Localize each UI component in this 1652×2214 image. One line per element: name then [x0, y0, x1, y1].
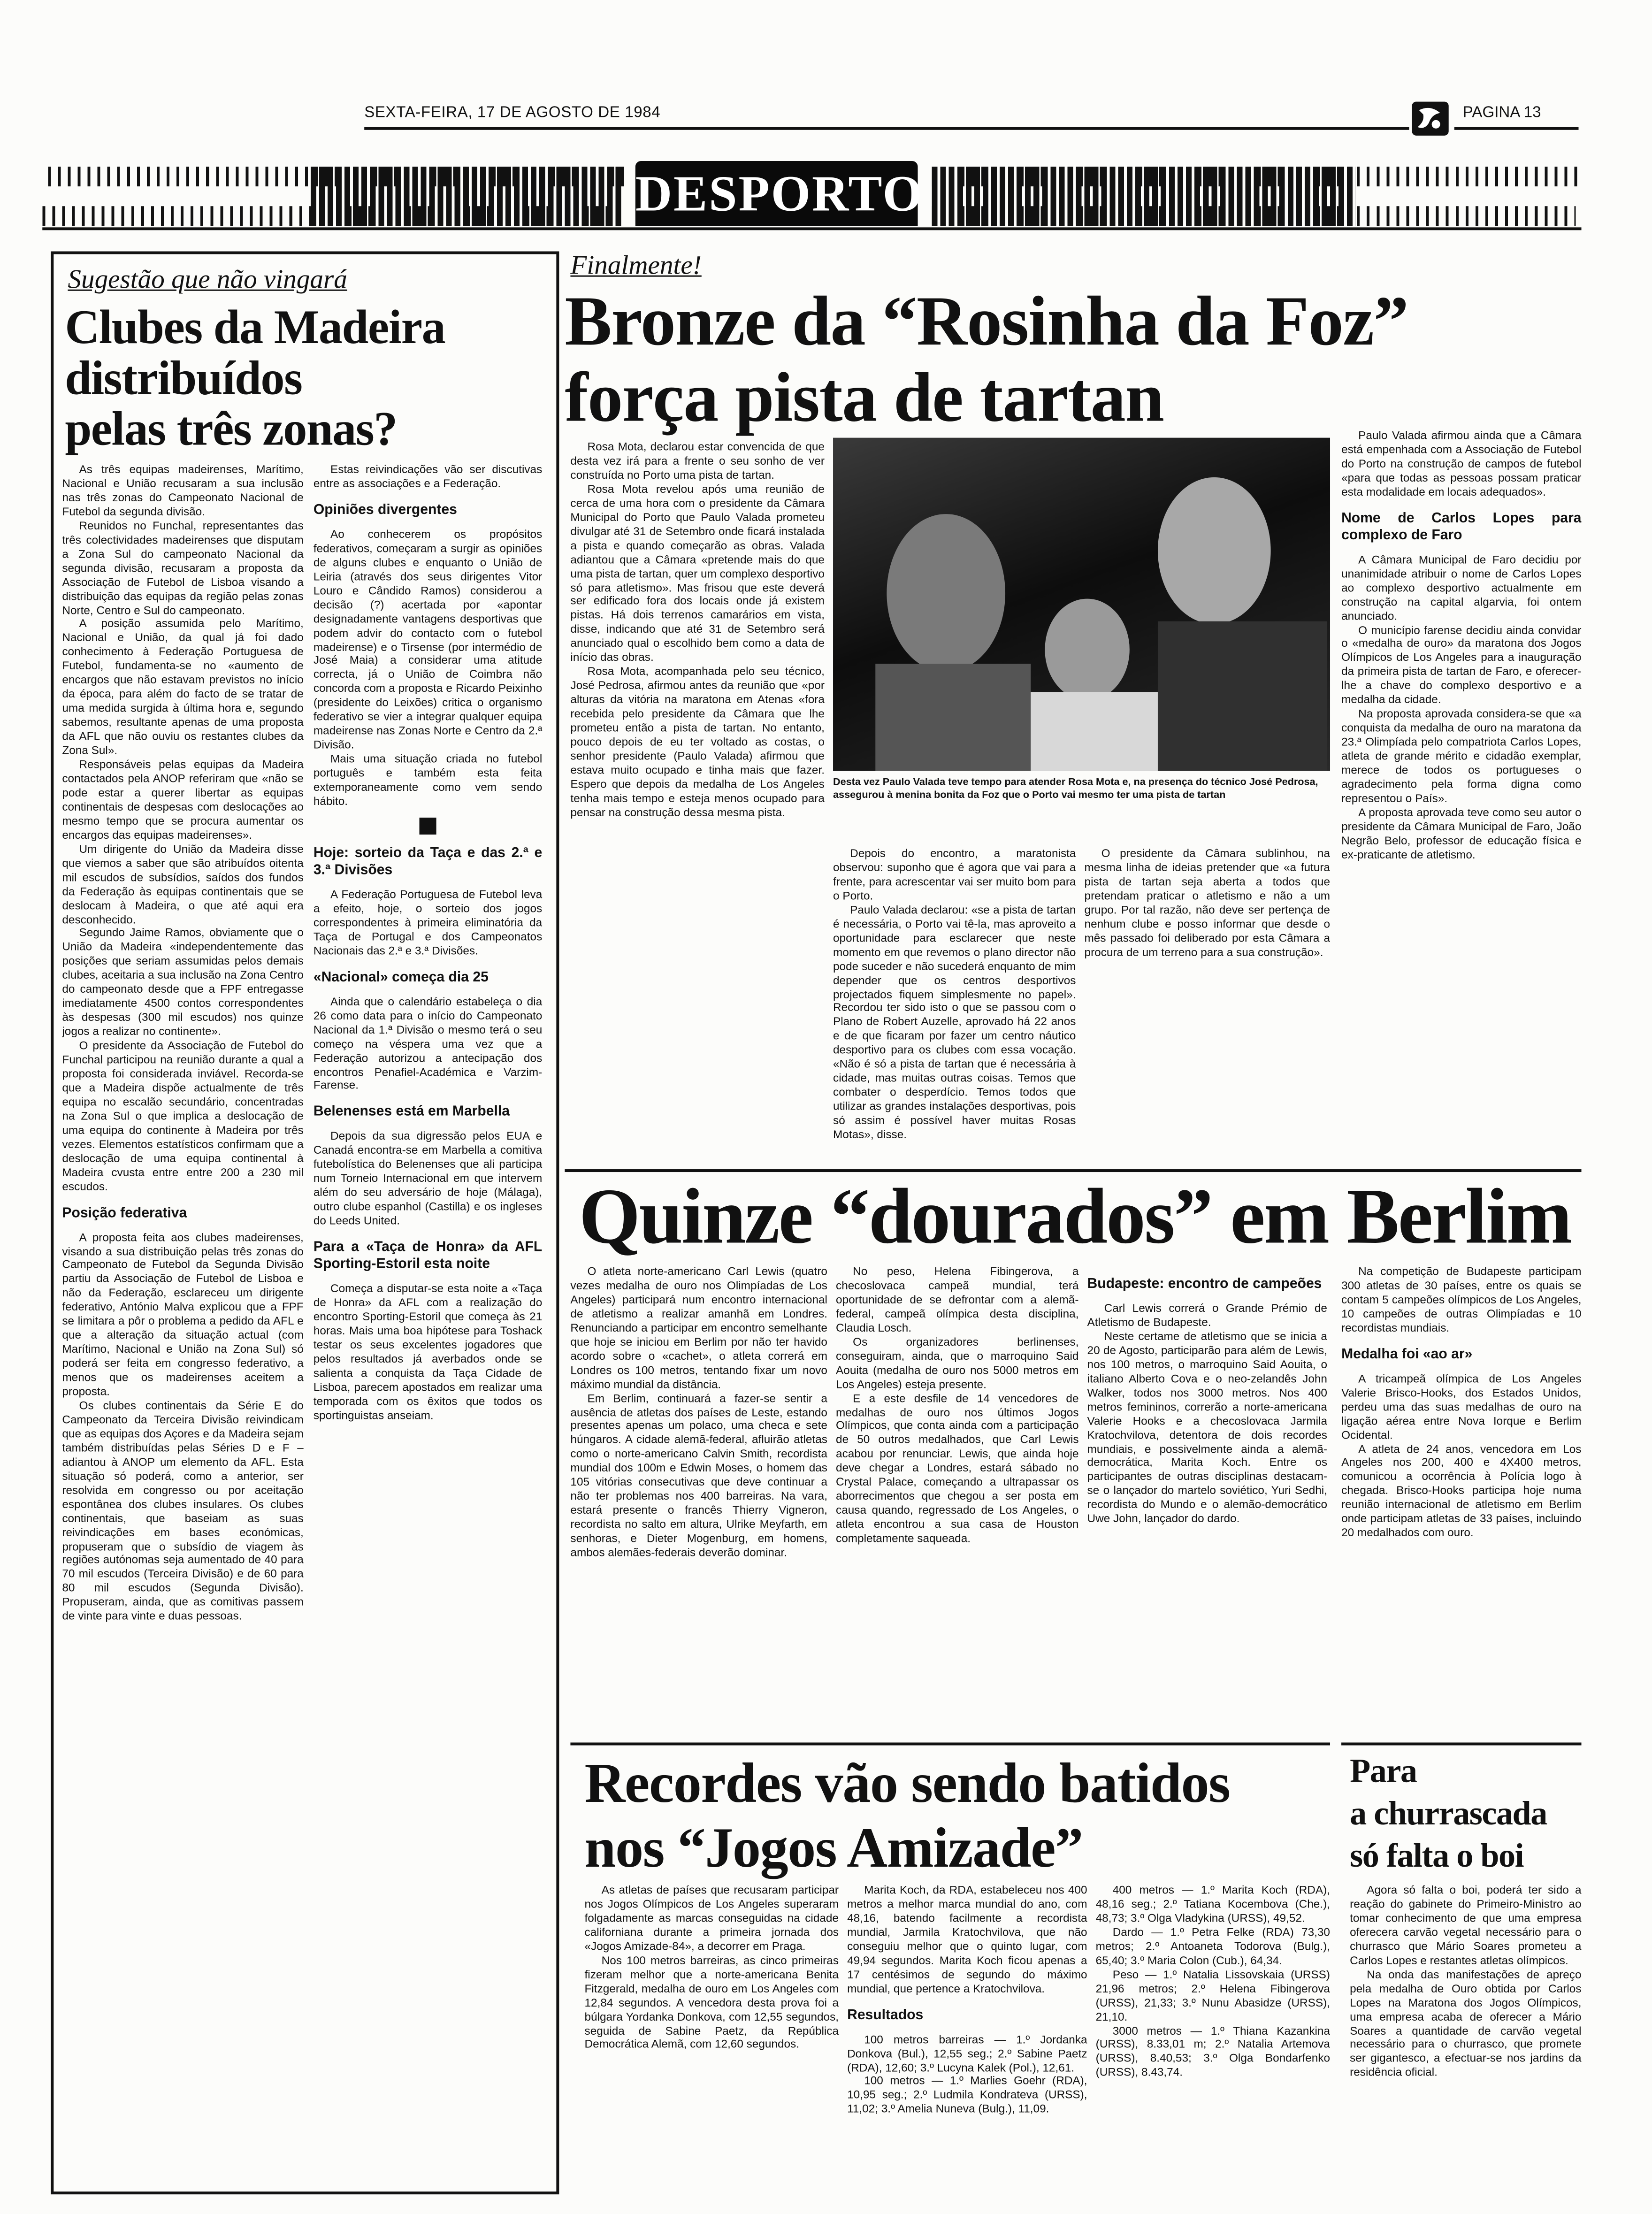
banner-hatch-right-top [932, 167, 1582, 186]
berlim-subhead-medalha: Medalha foi «ao ar» [1341, 1347, 1473, 1363]
rosa-column-1: Rosa Mota, declarou estar convencida de que desta vez irá para a frente o seu sonho de ver construída no Porto uma pista de tartan. Rosa Mota revelou após uma reunião de cerca de uma hora com o presidente da Câmara Municipal do Porto que Paulo Valada prometeu divulgar até 31 de Setembro onde ficará instalada a pista e quando começarão as obras. Valada adiantou que a Câmara «pretende mais do que uma pista de tartan, quer um complexo desportivo só para atletismo». Mas frisou que este deverá ser edificado fora dos locais onde já existem pistas. Há dois terrenos camarários em vista, disse, indicando que até 31 de Setembro será anunciado qual o escolhido bem como a data de início das obras. Rosa Mota, acompanhada pelo seu técnico, José Pedrosa, afirmou antes da reunião que «por alturas da vitória na maratona em Atenas «fora recebida pelo presidente da Câmara que lhe prometeu então a pista de tartan. No entanto, pouco depois de eu ter voltado as costas, o senhor presidente (Paulo Valada) afirmou que estava muito ocupado e tinha mais que fazer. Espero que depois da medalha de Los Angeles tenha mais tempo e esteja menos ocupado para pensar na construção dessa mesma pista. [570, 440, 825, 819]
brief-taca-title: Hoje: sorteio da Taça e das 2.ª e 3.ª Divisões [313, 845, 543, 879]
amizade-column-1: As atletas de países que recusaram participar nos Jogos Olímpicos de Los Angeles superaram folgadamente as marcas conseguidas na cidade californiana durante a primeira jornada dos «Jogos Amizade-84», a decorrer em Praga. Nos 100 metros barreiras, as cinco primeiras fizeram melhor que a norte-americana Benita Fitzgerald, medalha de ouro em Los Angeles com 12,84 segundos. A vencedora desta prova foi a búlgara Yordanka Donkova, com 12,55 segundos, seguida de Sabine Paetz, da República Democrática Alemã, com 12,60 segundos. [584, 1884, 839, 2051]
amizade-headline: Recordes vão sendo batidos nos “Jogos Amizade” [584, 1751, 1230, 1880]
rosa-mota-photo [833, 438, 1330, 771]
churrascada-column: Agora só falta o boi, poderá ter sido a reação do gabinete do Primeiro-Ministro ao tomar conhecimento de que uma empresa oferecera carvão vegetal necessário para o churrasco que Mário Soares prometeu a Carlos Lopes e restantes atletas olímpicos. Na onda das manifestações de apreço pela medalha de Ouro obtida por Carlos Lopes na Maratona dos Jogos Olímpicos, uma empresa acaba de oferecer a Mário Soares a quantidade de carvão vegetal necessário para o churrasco, que promete ser gigantesco, a efectuar-se nos jardins da residência oficial. [1350, 1884, 1582, 2079]
amizade-column-3: 400 metros — 1.º Marita Koch (RDA), 48,16 seg.; 2.º Tatiana Kocembova (Che.), 48,73; 3.º Olga Vladykina (URSS), 49,52. Dardo — 1.º Petra Felke (RDA) 73,30 metros; 2.º Antoaneta Todorova (Bulg.), 65,40; 3.º Maria Colon (Cub.), 64,34. Peso — 1.º Natalia Lissovskaia (URSS) 21,96 metros; 2.º Helena Fibingerova (URSS), 21,33; 3.º Nunu Abasidze (URSS), 21,10. 3000 metros — 1.º Thiana Kazankina (URSS), 8.33,01 m; 2.º Natalia Artemova (URSS), 8.40,53; 3.º Olga Bondarfenko (URSS), 8.43,74. [1095, 1884, 1331, 2079]
rosa-subhead-lopes: Nome de Carlos Lopes para complexo de Faro [1341, 511, 1582, 544]
madeira-headline: Clubes da Madeira distribuídos pelas três zonas? [65, 302, 445, 456]
rosa-photo-caption: Desta vez Paulo Valada teve tempo para atender Rosa Mota e, na presença do técnico José Pedrosa, assegurou à menina bonita da Foz que o Porto vai mesmo ter uma pista de tartan [833, 775, 1318, 800]
rosa-column-2: Depois do encontro, a maratonista observou: suponho que é agora que vai para a frente, para acrescentar vai ser muito bom para o Porto. Paulo Valada declarou: «se a pista de tartan é necessária, o Porto vai tê-la, mas aproveito a oportunidade para esclarecer que neste momento em que revemos o plano director não pode suceder e não sucederá enquanto de mim depender que os centros desportivos projectados fiquem simplesmente no papel». Recordou ter sido isto o que se passou com o Plano de Robert Auzelle, aprovado há 22 anos e de que ficaram por fazer um centro náutico desportivo para os clubes com essa vocação. «Não é só a pista de tartan que é necessária à cidade, mas muitas outras coisas. Temos que combater o desperdício. Temos todos que utilizar as grandes instalações desportivas, pois só assim é possível haver muitas Rosas Motas», disse. [833, 847, 1076, 1141]
newspaper-logo-icon [1412, 102, 1449, 136]
berlim-column-1: O atleta norte-americano Carl Lewis (quatro vezes medalha de ouro nos Olimpíadas de Los Angeles) participará num encontro internacional de atletismo a realizar amanhã em Londres. Renunciando a participar em encontro semelhante que hoje se iniciou em Berlim por não ter havido acordo sobre o «cachet», o atleta correrá em Londres os 100 metros, tentando fixar um novo máximo mundial da distância. Em Berlim, continuará a fazer-se sentir a ausência de atletas dos países de Leste, estando presentes apenas um polaco, uma checa e sete húngaros. A cidade alemã-federal, afluirão atletas como o norte-americano Calvin Smith, recordista mundial dos 100m e Edwin Moses, o homem das 105 vitórias consecutivas que deve continuar a não ter problemas nos 400 barreiras. Na vara, estará presente o francês Thierry Vigneron, recordista no salto em altura, Ulrike Meyfarth, em senhoras, e Dieter Mogenburg, em homens, ambos alemães-federais deverão dominar. [570, 1265, 827, 1559]
rosa-headline: Bronze da “Rosinha da Foz” força pista de tartan [565, 281, 1408, 437]
berlim-column-4: Na competição de Budapeste participam 300 atletas de 30 países, entre os quais se contam 5 campeões olímpicos de Los Angeles, 10 campeões de outras Olimpíadas e 10 recordistas mundiais. Medalha foi «ao ar» A tricampeã olímpica de Los Angeles Valerie Brisco-Hooks, dos Estados Unidos, perdeu uma das suas medalhas de ouro na ligação aérea entre Nova Iorque e Berlim Ocidental. A atleta de 24 anos, vencedora em Los Angeles nos 200, 400 e 4X400 metros, comunicou a ocorrência à Polícia logo à chegada. Brisco-Hooks participa hoje numa reunião internacional de atletismo em Berlim onde participam atletas de 33 países, incluindo 20 medalhados com ouro. [1341, 1265, 1582, 1540]
berlim-headline: Quinze “dourados” em Berlim [579, 1173, 1571, 1261]
header-page-number: PAGINA 13 [1462, 104, 1541, 122]
banner-rule [42, 227, 1581, 230]
madeira-subhead-posicao: Posição federativa [62, 1205, 187, 1221]
rosa-column-3: O presidente da Câmara sublinhou, na mesma linha de ideias pretender que «a futura pista de tartan seja aberta a todos que pretendam praticar o atletismo e não a um grupo. Por tal razão, não deve ser pertença de nenhum clube e posso informar que desde o mês passado foi deliberado por esta Câmara a procura de um terreno para a sua construção». [1084, 847, 1331, 958]
berlim-column-2: No peso, Helena Fibingerova, a checoslovaca campeã mundial, terá oportunidade de se defrontar com a alemã-federal, campeã olímpica desta disciplina, Claudia Losch. Os organizadores berlinenses, conseguiram, ainda, que o marroquino Said Aouita (medalha de ouro nos 5000 metros em Los Angeles) esteja presente. E a este desfile de 14 vencedores de medalhas de ouro nos últimos Jogos Olímpicos, que conta ainda com a participação de 50 outros medalhados, que Carl Lewis acabou por renunciar. Lewis, que ainda hoje deve chegar a Londres, estará sábado no Crystal Palace, começando a ultrapassar os aborrecimentos que chegou a ser posta em causa quando, regressado de Los Angeles, o atleta encontrou a sua casa de Houston completamente saqueada. [836, 1265, 1079, 1545]
rosa-column-4: Paulo Valada afirmou ainda que a Câmara está empenhada com a Associação de Futebol do Porto na construção de campos de futebol «para que todas as pessoas possam praticar esta modalidade em locais adequados». Nome de Carlos Lopes para complexo de Faro A Câmara Municipal de Faro decidiu por unanimidade atribuir o nome de Carlos Lopes ao complexo desportivo actualmente em construção na capital algarvia, foi ontem anunciado. O município farense decidiu ainda convidar o «medalha de ouro» da maratona dos Jogos Olímpicos de Los Angeles para a inauguração da primeira pista de tartan de Faro, e oferecer-lhe a chave do complexo desportivo e a medalha da cidade. Na proposta aprovada considera-se que «a conquista da medalha de ouro na maratona da 23.ª Olimpíada pelo compatriota Carlos Lopes, atleta de grande mérito e cidadão exemplar, merece de todos os portugueses o agradecimento pela forma digna como representou o País». A proposta aprovada teve como seu autor o presidente da Câmara Municipal de Faro, João Negrão Belo, professor de educação física e ex-praticante de atletismo. [1341, 429, 1582, 861]
brief-honra-title: Para a «Taça de Honra» da AFL Sporting-Estoril esta noite [313, 1240, 543, 1272]
amizade-resultados-label: Resultados [847, 2007, 924, 2023]
section-separator-square [420, 818, 436, 835]
rosa-kicker: Finalmente! [570, 251, 702, 281]
madeira-column-1: As três equipas madeirenses, Marítimo, Nacional e União recusaram a sua inclusão nas três zonas do Campeonato Nacional de Futebol da segunda divisão. Reunidos no Funchal, representantes das três colectividades madeirenses que disputam a Zona Sul do campeonato Nacional da segunda divisão, recusaram a proposta da Associação de Futebol de Lisboa visando a distribuição das equipas da região pelas zonas Norte, Centro e Sul do campeonato. A posição assumida pelo Marítimo, Nacional e União, da qual já foi dado conhecimento à Federação Portuguesa de Futebol, fundamenta-se no «aumento de encargos que não estavam previstos no início da época, para além do facto de se tratar de uma medida surgida à última hora e, segundo sabemos, resultante apenas de uma proposta da AFL que não ouviu os restantes clubes da Zona Sul». Responsáveis pelas equipas da Madeira contactados pela ANOP referiram que «não se pode estar a querer libertar as equipas continentais de despesas com deslocações ao mesmo tempo que se procura aumentar os encargos das equipas madeirenses». Um dirigente do União da Madeira disse que viemos a saber que são atribuídos oitenta mil escudos de subsídios, saídos dos fundos da Federação às equipas continentais que se deslocam à Madeira, o que até aqui era desconhecido. Segundo Jaime Ramos, obviamente que o União da Madeira «independentemente das posições que seriam assumidas pelos demais clubes, aceitaria a sua inclusão na Zona Centro do campeonato desde que a FPF entregasse imediatamente 4500 contos correspondentes às despesas (300 mil escudos) nos quinze jogos a realizar no continente». O presidente da Associação de Futebol do Funchal participou na reunião durante a qual a proposta foi considerada inviável. Recorda-se que a Madeira dispõe actualmente de três equipa no escalão secundário, concentradas na Zona Sul o que implica a deslocação de uma equipa do continente à Madeira por três vezes. Elementos estatísticos confirmam que a deslocação de uma equipa continental à Madeira cvusta entre entre 200 a 230 mil escudos. Posição federativa A proposta feita aos clubes madeirenses, visando a sua distribuição pelas três zonas do Campeonato de Futebol da Segunda Divisão partiu da Associação de Futebol de Lisboa e não da Federação, esclareceu um dirigente federativo, António Malva explicou que a FPF se limitara a pôr o problema a pedido da AFL e que a alteração da situação actual (com Marítimo, Nacional e União na Zona Sul) só poderá ser feita em congresso federativo, a menos que os madeirenses aceitem a proposta. Os clubes continentais da Série E do Campeonato da Terceira Divisão reivindicam que as equipas dos Açores e da Madeira sejam também distribuídas pelas Séries D e F – adiantou à ANOP um elemento da AFL. Esta situação só poderá, como a anterior, ser resolvida em congresso ou por aceitação espontânea dos clubes insulares. Os clubes continentais, que baseiam as suas reivindicações em bases económicas, propuseram que o subsídio de viagem às regiões autónomas seja aumentado de 40 para 70 mil escudos (Terceira Divisão) e de 60 para 80 mil escudos (Segunda Divisão). Propuseram, ainda, que as comitivas passem de vinte para vinte e duas pessoas. [62, 463, 304, 1623]
churrascada-headline: Para a churrascada só falta o boi [1350, 1754, 1547, 1876]
berlim-top-rule [565, 1169, 1581, 1172]
madeira-kicker: Sugestão que não vingará [68, 265, 347, 295]
brief-belenenses-title: Belenenses está em Marbella [313, 1104, 510, 1120]
header-date: SEXTA-FEIRA, 17 DE AGOSTO DE 1984 [364, 104, 661, 122]
banner-hatch-right-bottom [932, 206, 1576, 226]
banner-hatch-left-mid [311, 167, 624, 226]
madeira-subhead-opinioes: Opiniões divergentes [313, 502, 457, 518]
header-rule-right [1454, 127, 1579, 130]
header-rule [364, 127, 1409, 130]
brief-nacional-title: «Nacional» começa dia 25 [313, 970, 489, 986]
amizade-column-2: Marita Koch, da RDA, estabeleceu nos 400 metros a melhor marca mundial do ano, com 48,16, batendo facilmente a recordista mundial, Jarmila Kratochvilova, que não conseguiu melhor que o quinto lugar, com 49,94 segundos. Marita Koch ficou apenas a 17 centésimos de segundo do máximo mundial, que pertence a Kratochvilova. Resultados 100 metros barreiras — 1.º Jordanka Donkova (Bul.), 12,55 seg.; 2.º Sabine Paetz (RDA), 12,60; 3.º Lucyna Kalek (Pol.), 12,61. 100 metros — 1.º Marlies Goehr (RDA), 10,95 seg.; 2.º Ludmila Kondrateva (URSS), 11,02; 3.º Amelia Nuneva (Bulg.), 11,09. [847, 1884, 1087, 2116]
berlim-subhead-budapeste: Budapeste: encontro de campeões [1087, 1276, 1322, 1292]
section-title: DESPORTO [635, 161, 918, 226]
berlim-column-3: Budapeste: encontro de campeões Carl Lewis correrá o Grande Prémio de Atletismo de Budapeste. Neste certame de atletismo que se inicia a 20 de Agosto, participarão para além de Lewis, nos 100 metros, o marroquino Said Aouita, o italiano Alberto Cova e o neo-zelandês John Walker, todos nos 3000 metros. Nos 400 metros femininos, correrão a norte-americana Valerie Hooks e a checoslovaca Jarmila Kratochvilova, detentora de dois recordes mundiais, e possivelmente ainda a alemã-democrática, Marita Koch. Entre os participantes de outras disciplinas destacam-se o lançador do martelo soviético, Yuri Sedhi, recordista do Mundo e o alemão-democrático Uwe John, lançador do dardo. [1087, 1276, 1327, 1526]
madeira-column-2: Estas reivindicações vão ser discutivas entre as associações e a Federação. Opiniões divergentes Ao conhecerem os propósitos federativos, começaram a surgir as opiniões de alguns clubes e enquanto o União de Leiria (através dos seus dirigentes Vitor Louro e Cândido Ramos) considerou a decisão (?) acertada por «apontar designadamente vantagens desportivas que podem advir do contacto com o futebol madeirense) e o Tirsense (por intermédio de José Maia) a considerar uma atitude correcta, já o União de Coimbra não concorda com a proposta e Ricardo Peixinho (presidente do Leixões) critica o organismo federativo se vier a integrar qualquer equipa madeirense nas Zonas Norte e Centro da 2.ª Divisão. Mais uma situação criada no futebol português e também esta feita extemporaneamente como vem sendo hábito. Hoje: sorteio da Taça e das 2.ª e 3.ª Divisões A Federação Portuguesa de Futebol leva a efeito, hoje, o sorteio dos jogos correspondentes à primeira eliminatória da Taça de Portugal e dos Campeonatos Nacionais das 2.ª e 3.ª Divisões. «Nacional» começa dia 25 Ainda que o calendário estabeleça o dia 26 como data para o início do Campeonato Nacional da 1.ª Divisão o mesmo terá o seu começo na véspera uma vez que a Federação autorizou a antecipação dos encontros Penafiel-Académica e Varzim-Farense. Belenenses está em Marbella Depois da sua digressão pelos EUA e Canadá encontra-se em Marbella a comitiva futebolística do Belenenses que ali participa num Torneio Internacional em que intervem além do seu adversário de hoje (Málaga), outro clube espanhol (Castilla) e os ingleses do Leeds United. Para a «Taça de Honra» da AFL Sporting-Estoril esta noite Começa a disputar-se esta noite a «Taça de Honra» da AFL com a realização do encontro Sporting-Estoril que começa às 21 horas. Mais uma boa hipótese para Toshack testar os seus excelentes jogadores que pelos resultados já averbados onde se salienta a conquista da Taça Cidade de Lisboa, parecem apostados em realizar uma temporada com os êxitos que todos os sportinguistas anseiam. [313, 463, 543, 1422]
